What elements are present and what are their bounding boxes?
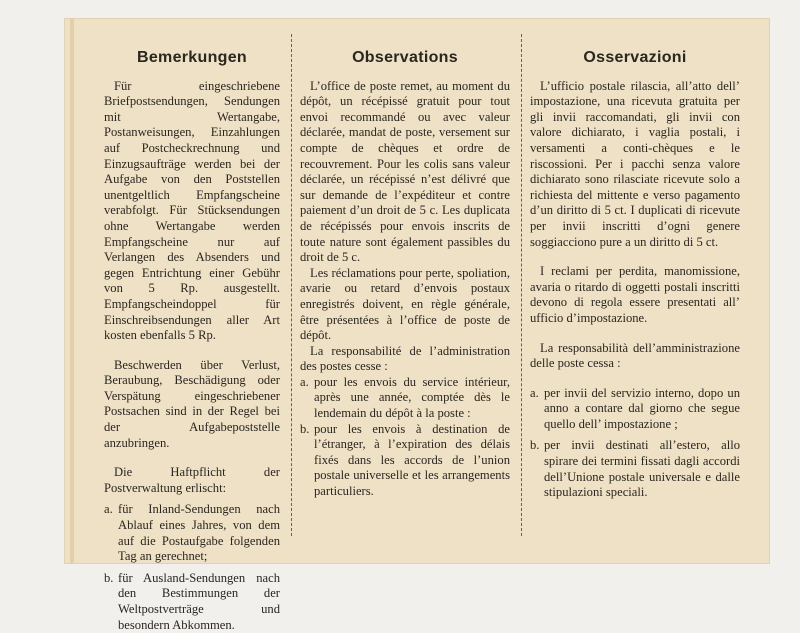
list-item-a	[530, 386, 740, 433]
paragraph-complaints: I reclami per perdita, manomissione, avaria o ritardo di oggetti postali inscritti devono di regola essere presentati all’ ufficio d’impostazione.	[530, 264, 740, 325]
list-marker: a.	[300, 374, 309, 389]
paragraph-liability-intro: Die Haftpflicht der Postverwaltung erlischt:	[104, 465, 280, 495]
paragraph-liability-intro: La responsabilité de l’administration des postes cesse :	[300, 343, 510, 374]
paragraph-liability-intro: La responsabilità dell’amministrazione delle poste cessa :	[530, 340, 740, 371]
list-item-b	[104, 571, 280, 633]
list-item-a	[300, 375, 510, 422]
column-german	[104, 44, 280, 633]
list-text: für Inland-Sendungen nach Ablauf eines Jahres, von dem auf die Postaufgabe folgenden Tag an gerechnet;	[118, 502, 280, 564]
list-text: per invii del servizio interno, dopo un anno a contare dal giorno che segue quello dell’ impostazione ;	[544, 385, 740, 431]
list-item-a	[104, 502, 280, 564]
paragraph-receipts: Für eingeschriebene Briefpostsendungen, Sendungen mit Wertangabe, Postanweisungen, Einzahlungen auf Postcheckrechnung und Einzugsaufträge werden bei der Aufgabe von den Poststellen unentgeltlich Empfangscheine verabfolgt. Für Stücksendungen ohne Wertangabe werden Empfangscheine nur auf Verlangen des Absenders und gegen Entrichtung einer Gebühr von 5 Rp. ausgestellt. Empfangscheindoppel für Einschreibsendungen aller Art kosten ebenfalls 5 Rp.	[104, 78, 280, 343]
list-text: für Ausland-Sendungen nach den Bestimmungen der Weltpostverträge und besondern Abkommen.	[118, 570, 280, 632]
heading-observations: Observations	[352, 49, 458, 66]
column-divider-left	[291, 34, 292, 536]
column-italian	[530, 44, 740, 501]
list-marker: a.	[104, 502, 113, 517]
heading-osservazioni: Osservazioni	[583, 49, 687, 66]
list-marker: b.	[300, 421, 310, 436]
list-text: per invii destinati all’estero, allo spirare dei termini fissati dagli accordi dell’Unione postale universale e dalle stipulazioni speciali.	[544, 438, 740, 500]
list-marker: a.	[530, 385, 539, 400]
list-marker: b.	[104, 570, 114, 585]
paragraph-complaints: Les réclamations pour perte, spoliation, avarie ou retard d’envois postaux enregistrés doivent, en règle générale, être présentées à l’office de poste de dépôt.	[300, 265, 510, 343]
list-text: pour les envois du service intérieur, après une année, comptée dès le lendemain du dépôt à la poste :	[314, 374, 510, 421]
paragraph-receipts: L’office de poste remet, au moment du dépôt, un récépissé gratuit pour tout envoi recommandé ou avec valeur déclarée, mandat de poste, versement sur compte de chèques et ordre de recouvrement. Pour les colis sans valeur déclarée, un récépissé n’est délivré que sur demande de l’expéditeur et contre paiement d’un droit de 5 c. Les duplicata de récépissés pour envois inscrits de toute nature sont également passibles du droit de 5 c.	[300, 78, 510, 265]
paragraph-receipts: L’ufficio postale rilascia, all’atto dell’ impostazione, una ricevuta gratuita per gli invii raccomandati, gli invii con valore dichiarato, i vaglia postali, i versamenti a conti-chèques e le riscossioni. Per i pacchi senza valore dichiarato sono rilasciate ricevute solo a richiesta del mittente e verso pagamento d’un diritto di 5 ct. I duplicati di ricevute per invii inscritti d’ogni genere soggiacciono pure a un diritto di 5 ct.	[530, 78, 740, 249]
paragraph-complaints: Beschwerden über Verlust, Beraubung, Beschädigung oder Verspätung eingeschriebener Postsachen sind in der Regel bei der Aufgabepoststelle anzubringen.	[104, 357, 280, 450]
paper-edge-strip	[70, 18, 74, 564]
heading-bemerkungen: Bemerkungen	[137, 49, 247, 66]
column-french	[300, 44, 510, 500]
list-item-b	[530, 438, 740, 500]
list-text: pour les envois à destination de l’étranger, à l’expiration des délais fixés dans les accords de l’union postale universelle et les arrangements particuliers.	[314, 421, 510, 499]
list-item-b	[300, 422, 510, 500]
column-divider-right	[521, 34, 522, 536]
list-marker: b.	[530, 438, 540, 453]
